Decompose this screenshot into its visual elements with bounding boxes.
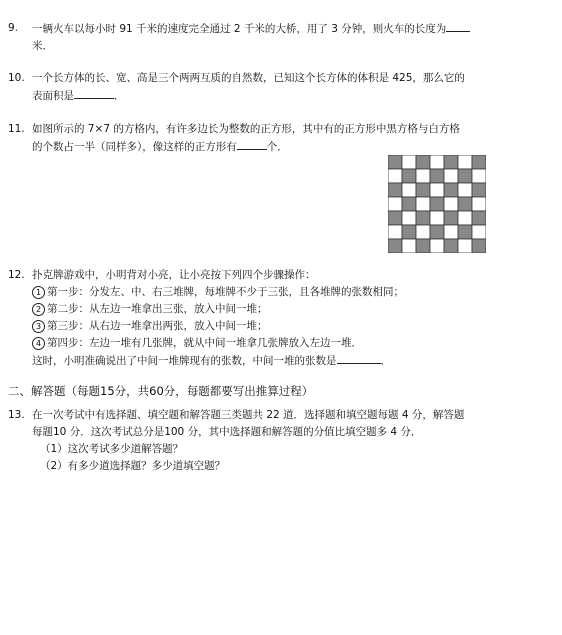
white-cell [430, 211, 444, 225]
sub-question-1: （1）这次考试多少道解答题？ [40, 443, 184, 455]
question-text: 扑克牌游戏中，小明背对小亮，让小亮按下列四个步骤操作： [32, 269, 316, 281]
black-cell [416, 239, 430, 253]
question-text: 这时，小明准确说出了中间一堆牌现有的张数，中间一堆的张数是 [32, 355, 337, 367]
black-cell [472, 183, 486, 197]
black-cell [458, 197, 472, 211]
step-text: 第一步：分发左、中、右三堆牌，每堆牌不少于三张，且各堆牌的张数相同； [47, 286, 404, 298]
question-9 [8, 20, 548, 55]
question-number: 13. [8, 409, 25, 421]
black-cell [444, 183, 458, 197]
question-text: 如图所示的 7×7 的方格内，有许多边长为整数的正方形，其中有的正方形中黑方格与白方格 [32, 123, 460, 135]
white-cell [402, 239, 416, 253]
answer-blank[interactable] [74, 87, 114, 99]
question-text: 表面积是 [32, 90, 74, 102]
question-text: 一辆火车以每小时 91 千米的速度完全通过 2 千米的大桥，用了 3 分钟，则火车的长度为 [32, 23, 447, 35]
white-cell [472, 169, 486, 183]
black-cell [416, 155, 430, 169]
question-number: 9. [8, 22, 19, 34]
question-number: 10. [8, 72, 25, 84]
white-cell [458, 183, 472, 197]
black-cell [402, 169, 416, 183]
black-cell [388, 211, 402, 225]
black-cell [472, 239, 486, 253]
white-cell [430, 155, 444, 169]
white-cell [430, 183, 444, 197]
white-cell [388, 225, 402, 239]
step-text: 第三步：从右边一堆拿出两张，放入中间一堆； [47, 320, 268, 332]
white-cell [444, 225, 458, 239]
white-cell [388, 197, 402, 211]
question-text: 在一次考试中有选择题、填空题和解答题三类题共 22 道．选择题和填空题每题 4 分，解答题 [32, 409, 465, 421]
question-13 [8, 407, 548, 475]
white-cell [416, 197, 430, 211]
black-cell [402, 197, 416, 211]
black-cell [402, 225, 416, 239]
answer-blank[interactable] [446, 20, 470, 32]
question-10 [8, 70, 548, 105]
answer-blank[interactable] [237, 138, 267, 150]
white-cell [402, 155, 416, 169]
step-4 [32, 335, 548, 352]
question-11 [8, 121, 548, 156]
black-cell [416, 183, 430, 197]
white-cell [444, 169, 458, 183]
question-text: 一个长方体的长、宽、高是三个两两互质的自然数，已知这个长方体的体积是 425，那么它的 [32, 72, 465, 84]
question-text: 每题10 分．这次考试总分是100 分，其中选择题和解答题的分值比填空题多 4 分． [32, 426, 422, 438]
white-cell [458, 211, 472, 225]
checkerboard-figure [388, 155, 486, 253]
black-cell [444, 239, 458, 253]
white-cell [430, 239, 444, 253]
question-text: 的个数占一半（同样多），像这样的正方形有 [32, 141, 237, 153]
black-cell [472, 211, 486, 225]
sub-question-2: （2）有多少道选择题？多少道填空题？ [40, 460, 226, 472]
question-text: ． [380, 355, 391, 367]
black-cell [430, 197, 444, 211]
white-cell [472, 197, 486, 211]
white-cell [388, 169, 402, 183]
white-cell [402, 183, 416, 197]
white-cell [472, 225, 486, 239]
black-cell [388, 155, 402, 169]
step-2 [32, 301, 548, 318]
question-number: 11. [8, 123, 25, 135]
step-3 [32, 318, 548, 335]
step-1 [32, 284, 548, 301]
black-cell [458, 225, 472, 239]
white-cell [416, 225, 430, 239]
question-text: ． [114, 90, 125, 102]
black-cell [416, 211, 430, 225]
white-cell [458, 239, 472, 253]
question-12 [8, 267, 548, 370]
step-text: 第二步：从左边一堆拿出三张，放入中间一堆； [47, 303, 268, 315]
question-text: 米． [32, 40, 53, 52]
white-cell [416, 169, 430, 183]
black-cell [444, 155, 458, 169]
circled-number: 2 [32, 303, 45, 316]
question-number: 12. [8, 269, 25, 281]
black-cell [458, 169, 472, 183]
section-heading: 二、解答题（每题15分，共60分，每题都要写出推算过程） [8, 384, 314, 398]
white-cell [458, 155, 472, 169]
black-cell [430, 169, 444, 183]
circled-number: 4 [32, 337, 45, 350]
white-cell [444, 197, 458, 211]
black-cell [472, 155, 486, 169]
black-cell [388, 183, 402, 197]
circled-number: 3 [32, 320, 45, 333]
white-cell [402, 211, 416, 225]
question-text: 个． [266, 141, 288, 153]
answer-blank[interactable] [337, 352, 381, 364]
circled-number: 1 [32, 286, 45, 299]
black-cell [430, 225, 444, 239]
step-text: 第四步：左边一堆有几张牌，就从中间一堆拿几张牌放入左边一堆． [47, 337, 362, 349]
black-cell [388, 239, 402, 253]
black-cell [444, 211, 458, 225]
